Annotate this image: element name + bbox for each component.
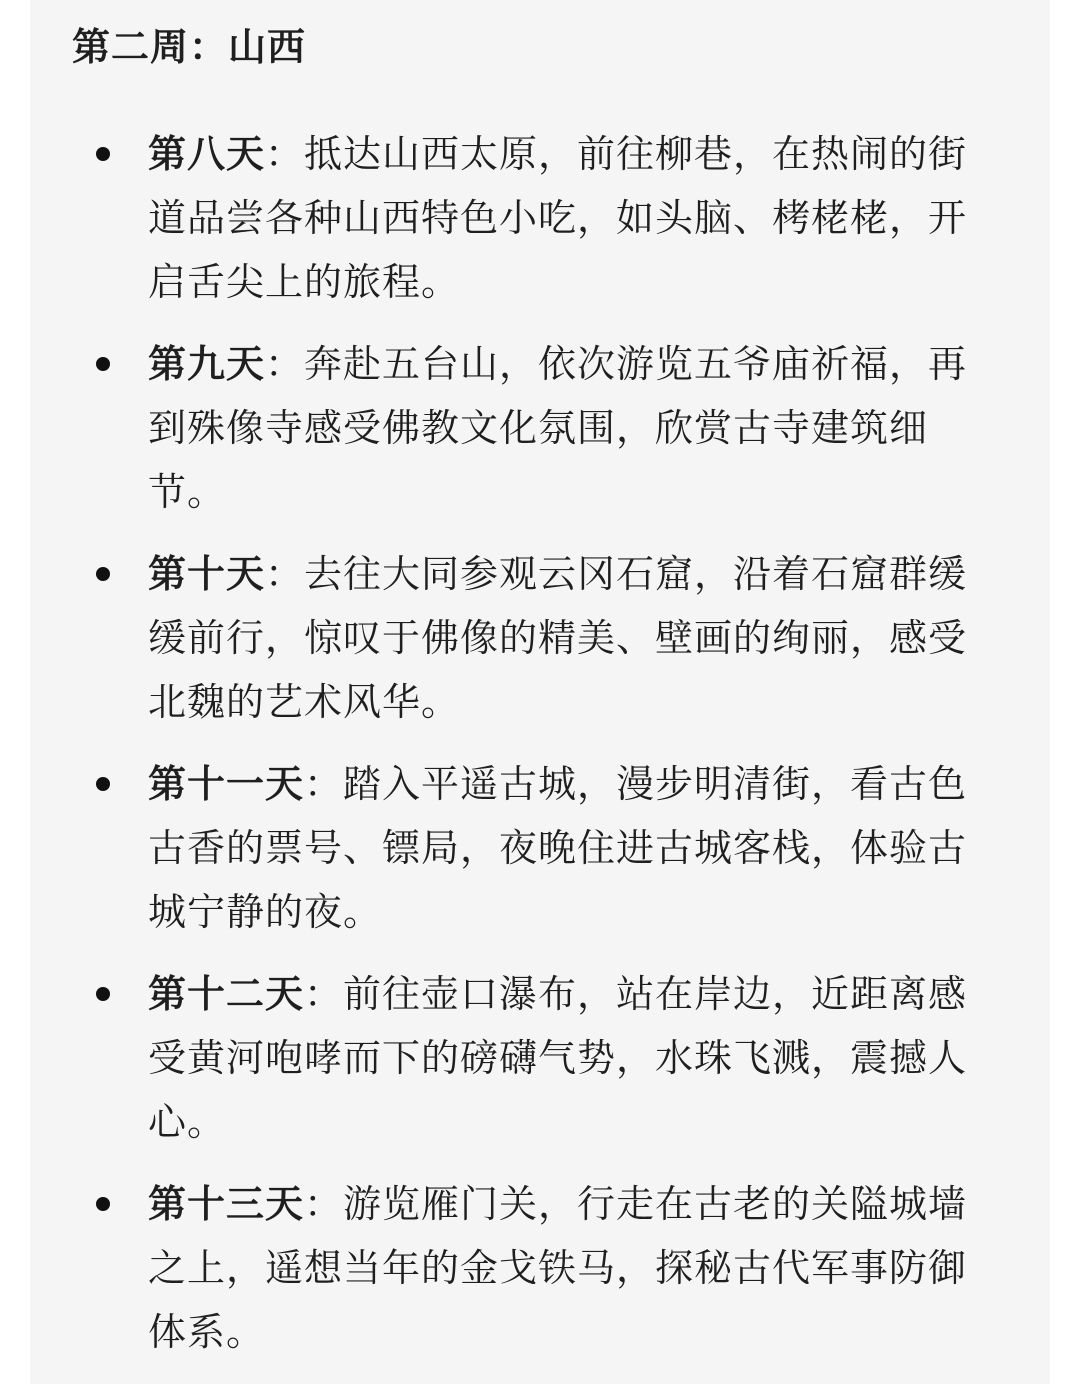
day-description: 奔赴五台山，依次游览五爷庙祈福，再到殊像寺感受佛教文化氛围，欣赏古寺建筑细节。 — [148, 342, 968, 514]
list-item — [30, 1172, 1050, 1364]
day-separator: ： — [265, 342, 305, 386]
list-item — [30, 542, 1050, 734]
day-label: 第十一天 — [148, 762, 305, 806]
itinerary-list — [30, 122, 1050, 1382]
itinerary-card — [30, 0, 1050, 1384]
day-description: 游览雁门关，行走在古老的关隘城墙之上，遥想当年的金戈铁马，探秘古代军事防御体系。 — [148, 1182, 968, 1354]
day-label: 第十天 — [148, 552, 266, 596]
list-item — [30, 122, 1050, 314]
day-separator: ： — [304, 1182, 344, 1226]
day-separator: ： — [265, 552, 305, 596]
day-separator: ： — [265, 132, 305, 176]
day-label: 第十三天 — [148, 1182, 305, 1226]
day-label: 第十二天 — [148, 972, 305, 1016]
day-description: 去往大同参观云冈石窟，沿着石窟群缓缓前行，惊叹于佛像的精美、壁画的绚丽，感受北魏的艺术风华。 — [148, 552, 968, 724]
list-item — [30, 962, 1050, 1154]
bullet-icon — [96, 147, 110, 161]
bullet-icon — [96, 987, 110, 1001]
bullet-icon — [96, 357, 110, 371]
day-separator: ： — [304, 972, 344, 1016]
list-item — [30, 332, 1050, 524]
bullet-icon — [96, 567, 110, 581]
day-label: 第八天 — [148, 132, 266, 176]
day-label: 第九天 — [148, 342, 266, 386]
day-description: 踏入平遥古城，漫步明清街，看古色古香的票号、镖局，夜晚住进古城客栈，体验古城宁静的夜。 — [148, 762, 968, 934]
section-heading: 第二周：山西 — [72, 25, 307, 69]
bullet-icon — [96, 777, 110, 791]
list-item — [30, 752, 1050, 944]
bullet-icon — [96, 1197, 110, 1211]
day-description: 前往壶口瀑布，站在岸边，近距离感受黄河咆哮而下的磅礴气势，水珠飞溅，震撼人心。 — [148, 972, 968, 1144]
day-description: 抵达山西太原，前往柳巷，在热闹的街道品尝各种山西特色小吃，如头脑、栲栳栳，开启舌尖上的旅程。 — [148, 132, 968, 304]
day-separator: ： — [304, 762, 344, 806]
